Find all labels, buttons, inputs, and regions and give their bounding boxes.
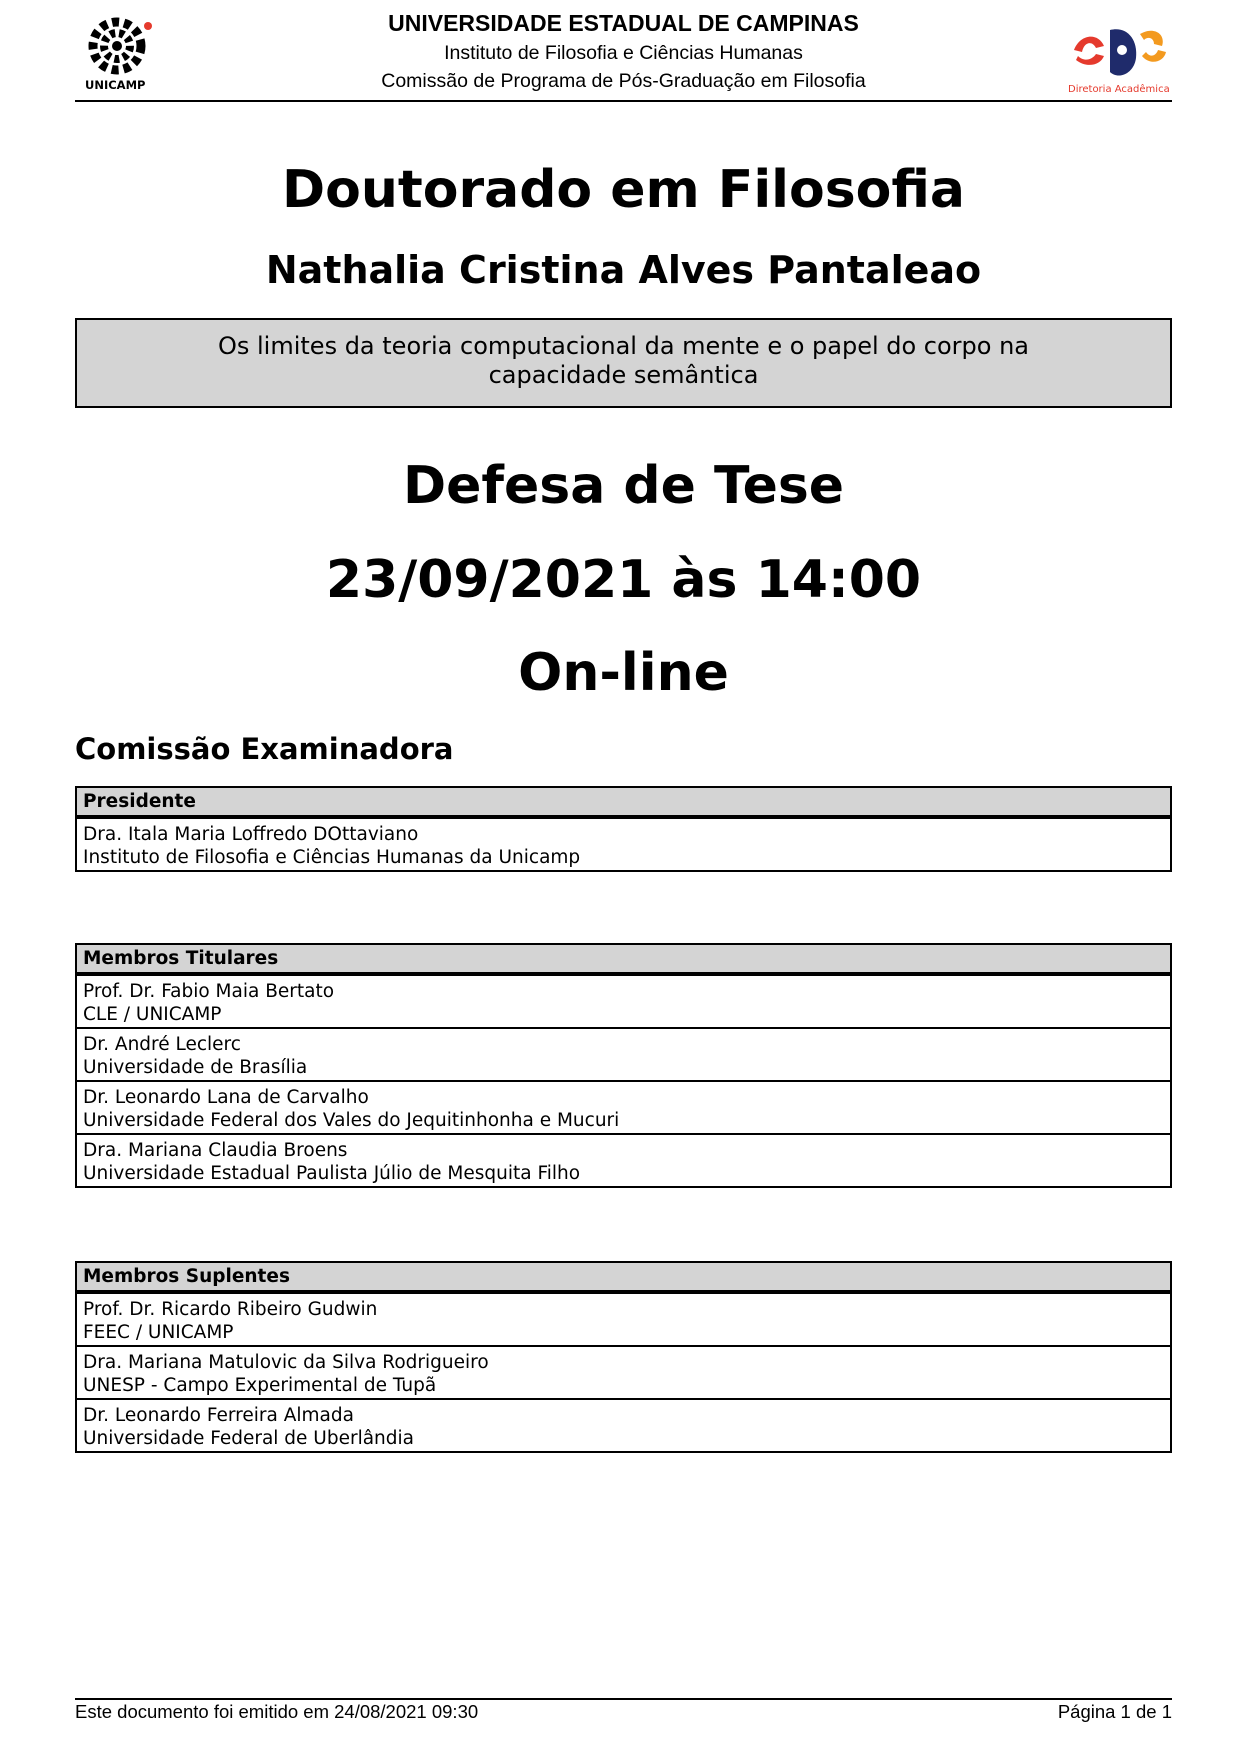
member-row xyxy=(77,1345,1170,1398)
member-affiliation: Universidade Estadual Paulista Júlio de Mesquita Filho xyxy=(83,1163,581,1184)
member-affiliation: FEEC / UNICAMP xyxy=(83,1322,234,1343)
institution-block xyxy=(75,8,1172,95)
commission-name: Comissão de Programa de Pós-Graduação em Filosofia xyxy=(381,70,866,92)
member-row xyxy=(77,817,1170,870)
event-type: Defesa de Tese xyxy=(402,456,845,516)
page-number: Página 1 de 1 xyxy=(1057,1701,1172,1722)
member-row xyxy=(77,1292,1170,1345)
committee-group-suplentes xyxy=(75,1261,1172,1453)
dac-logo-text: Diretoria Acadêmica xyxy=(1068,84,1170,95)
member-affiliation: CLE / UNICAMP xyxy=(83,1004,222,1025)
group-header: Membros Suplentes xyxy=(77,1263,1170,1292)
thesis-title: Os limites da teoria computacional da mente e o papel do corpo na capacidade semântica xyxy=(217,332,1030,389)
member-affiliation: Universidade de Brasília xyxy=(83,1057,308,1078)
member-row xyxy=(77,1398,1170,1451)
thesis-title-box xyxy=(75,318,1172,408)
member-name: Dra. Itala Maria Loffredo DOttaviano xyxy=(83,824,419,845)
document-footer xyxy=(75,1698,1172,1722)
member-name: Dr. André Leclerc xyxy=(83,1034,241,1055)
event-datetime: 23/09/2021 às 14:00 xyxy=(325,550,922,610)
member-affiliation: Instituto de Filosofia e Ciências Humanas da Unicamp xyxy=(83,847,581,868)
document-header xyxy=(75,0,1172,102)
member-name: Dra. Mariana Matulovic da Silva Rodrigueiro xyxy=(83,1352,489,1373)
member-row xyxy=(77,1027,1170,1080)
committee-title: Comissão Examinadora xyxy=(75,732,454,766)
dac-logo xyxy=(1066,20,1172,96)
unicamp-logo-text: UNICAMP xyxy=(85,78,146,92)
member-affiliation: Universidade Federal dos Vales do Jequitinhonha e Mucuri xyxy=(83,1110,620,1131)
member-affiliation: Universidade Federal de Uberlândia xyxy=(83,1428,415,1449)
institute-name: Instituto de Filosofia e Ciências Humanas xyxy=(444,42,803,64)
group-header: Membros Titulares xyxy=(77,945,1170,974)
member-name: Dr. Leonardo Lana de Carvalho xyxy=(83,1087,369,1108)
member-row xyxy=(77,1080,1170,1133)
program-title: Doutorado em Filosofia xyxy=(281,160,966,220)
member-name: Prof. Dr. Fabio Maia Bertato xyxy=(83,981,335,1002)
issued-date: Este documento foi emitido em 24/08/2021 09:30 xyxy=(75,1701,479,1722)
committee-group-president xyxy=(75,786,1172,872)
member-name: Prof. Dr. Ricardo Ribeiro Gudwin xyxy=(83,1299,378,1320)
member-row xyxy=(77,974,1170,1027)
committee-group-titulares xyxy=(75,943,1172,1188)
member-name: Dra. Mariana Claudia Broens xyxy=(83,1140,348,1161)
event-mode: On-line xyxy=(518,643,729,703)
member-row xyxy=(77,1133,1170,1186)
university-name: UNIVERSIDADE ESTADUAL DE CAMPINAS xyxy=(388,10,859,36)
group-header: Presidente xyxy=(77,788,1170,817)
member-affiliation: UNESP - Campo Experimental de Tupã xyxy=(83,1375,437,1396)
member-name: Dr. Leonardo Ferreira Almada xyxy=(83,1405,354,1426)
student-name: Nathalia Cristina Alves Pantaleao xyxy=(265,248,982,292)
